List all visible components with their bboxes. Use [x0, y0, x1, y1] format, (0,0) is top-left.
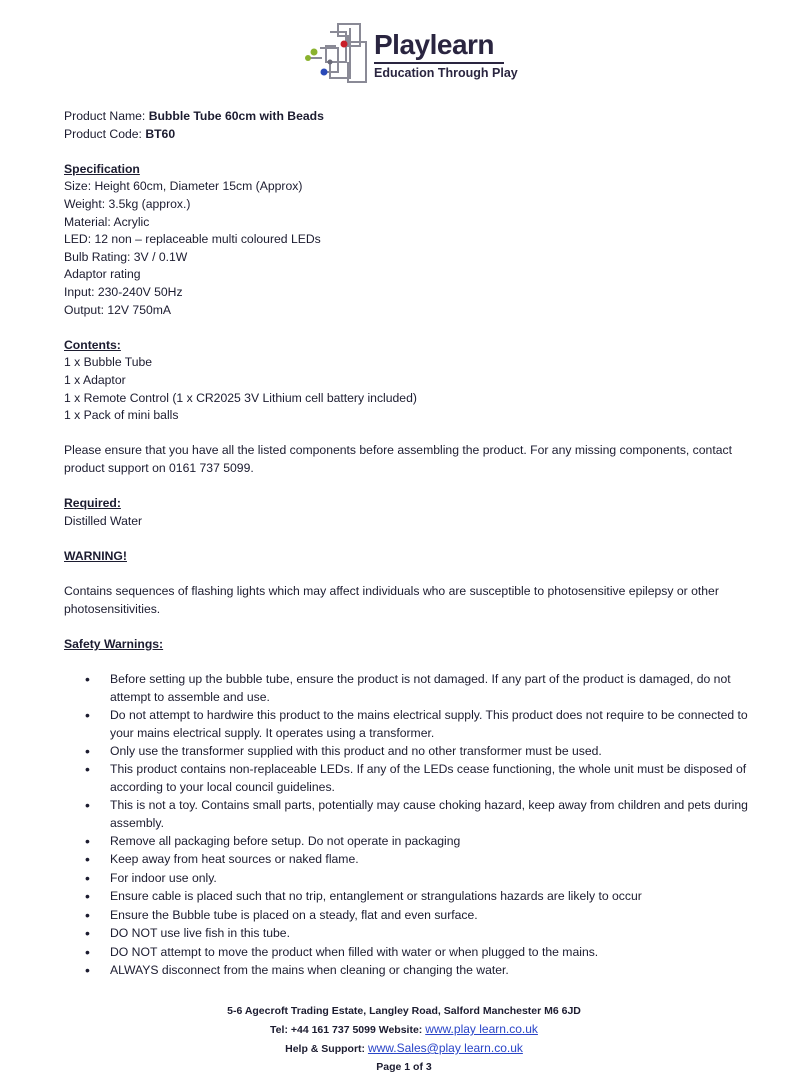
list-item: • This product contains non-replaceable LEDs. If any of the LEDs cease functioning, the whole unit must be disposed of according to your local council guidelines.	[64, 761, 754, 796]
product-name-value: Bubble Tube 60cm with Beads	[148, 109, 324, 123]
brand-underline	[374, 62, 504, 64]
product-name-line	[64, 108, 754, 126]
website-link[interactable]: www.play learn.co.uk	[425, 1022, 538, 1036]
spec-line: Adaptor rating	[64, 267, 141, 282]
product-code-line	[64, 126, 754, 144]
contents-line: 1 x Bubble Tube	[64, 355, 153, 370]
required-heading: Required:	[64, 496, 121, 511]
logo-mark-icon	[300, 18, 380, 96]
contents-heading: Contents:	[64, 337, 121, 352]
product-code-label: Product Code:	[64, 126, 142, 141]
list-item: • DO NOT use live fish in this tube.	[64, 925, 754, 942]
footer-support-line	[0, 1039, 808, 1058]
list-item: • Only use the transformer supplied with this product and no other transformer must be used.	[64, 743, 754, 760]
spec-line: LED: 12 non – replaceable multi coloured LEDs	[64, 232, 321, 247]
contents-line: 1 x Remote Control (1 x CR2025 3V Lithium cell battery included)	[64, 390, 417, 405]
list-item: • DO NOT attempt to move the product when filled with water or when plugged to the mains.	[64, 944, 754, 961]
product-name-label: Product Name:	[64, 109, 146, 123]
required-text: Distilled Water	[64, 513, 143, 528]
list-item: • Do not attempt to hardwire this product to the mains electrical supply. This product does not require to be connected to your mains electrical supply. It operates using a transformer.	[64, 707, 754, 742]
footer-support-label: Help & Support:	[285, 1043, 366, 1055]
page-footer	[0, 1002, 808, 1076]
list-item: • Ensure cable is placed such that no trip, entanglement or strangulations hazards are likely to occur	[64, 888, 754, 905]
document-body	[64, 108, 754, 980]
list-item: • Ensure the Bubble tube is placed on a steady, flat and even surface.	[64, 907, 754, 924]
footer-contact-line	[0, 1020, 808, 1039]
safety-list	[64, 671, 754, 979]
footer-tel: Tel: +44 161 737 5099 Website:	[270, 1024, 423, 1036]
spec-line: Input: 230-240V 50Hz	[64, 284, 183, 299]
components-notice: Please ensure that you have all the listed components before assembling the product. For any missing components, contact product support on 0161 737 5099.	[64, 443, 732, 475]
brand-tagline: Education Through Play	[374, 66, 518, 80]
warning-heading: WARNING!	[64, 548, 127, 563]
page-number: Page 1 of 3	[376, 1061, 432, 1073]
brand-name: Playlearn	[374, 29, 495, 60]
list-item: • Before setting up the bubble tube, ensure the product is not damaged. If any part of the product is damaged, do not attempt to assemble and use.	[64, 671, 754, 706]
safety-heading: Safety Warnings:	[64, 636, 164, 651]
list-item: • Keep away from heat sources or naked flame.	[64, 851, 754, 868]
spec-line: Output: 12V 750mA	[64, 302, 172, 317]
warning-text: Contains sequences of flashing lights which may affect individuals who are susceptible to photosensitive epilepsy or other photosensitivities.	[64, 584, 719, 616]
list-item: • This is not a toy. Contains small parts, potentially may cause choking hazard, keep away from children and pets during assembly.	[64, 797, 754, 832]
spec-line: Material: Acrylic	[64, 214, 150, 229]
playlearn-logo	[300, 18, 520, 96]
list-item: • For indoor use only.	[64, 870, 754, 887]
contents-line: 1 x Adaptor	[64, 372, 126, 387]
support-email-link[interactable]: www.Sales@play learn.co.uk	[367, 1041, 523, 1055]
list-item: • Remove all packaging before setup. Do not operate in packaging	[64, 833, 754, 850]
spec-line: Size: Height 60cm, Diameter 15cm (Approx)	[64, 179, 303, 194]
contents-line: 1 x Pack of mini balls	[64, 408, 179, 423]
list-item: • ALWAYS disconnect from the mains when cleaning or changing the water.	[64, 962, 754, 979]
specification-heading: Specification	[64, 161, 140, 176]
spec-line: Bulb Rating: 3V / 0.1W	[64, 249, 188, 264]
spec-line: Weight: 3.5kg (approx.)	[64, 196, 191, 211]
footer-address: 5-6 Agecroft Trading Estate, Langley Road, Salford Manchester M6 6JD	[227, 1005, 581, 1017]
product-code-value: BT60	[145, 126, 176, 141]
